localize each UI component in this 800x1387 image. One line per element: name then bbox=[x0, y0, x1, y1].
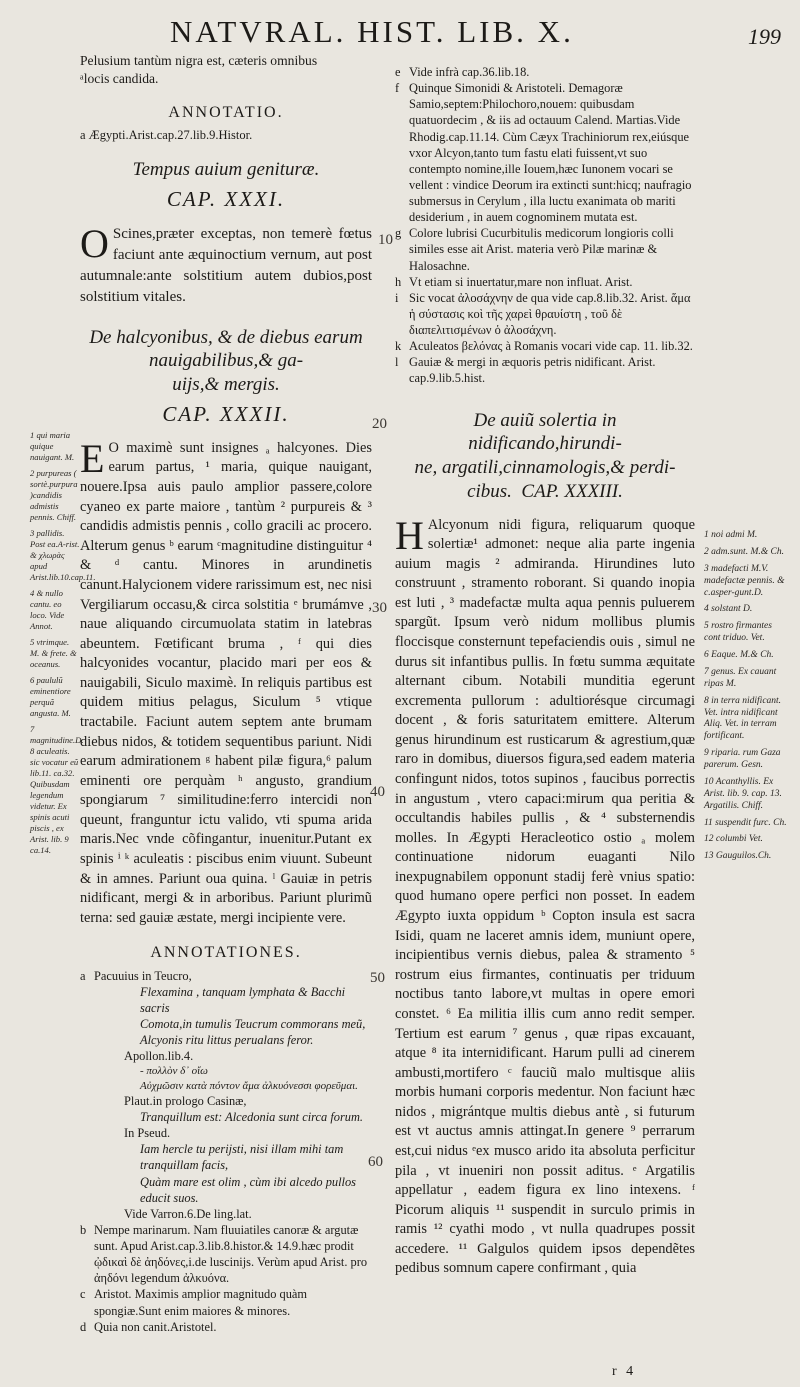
note-row bbox=[395, 80, 695, 225]
intro-line: ᵃlocis candida. bbox=[80, 71, 159, 87]
chapter-31-text: Scines,præter exceptas, non temerè fœtus faciunt ante æquinoctium vernum, aut post autumnale:ante solstitium autem dubios,post solstitium vitales. bbox=[80, 225, 372, 305]
left-column bbox=[80, 52, 372, 1335]
line-number: 30 bbox=[372, 600, 387, 616]
margin-note: 2 purpureas ( sortè.purpura )candidis admistis pennis. Chiff. bbox=[30, 468, 78, 522]
note-row bbox=[80, 1016, 372, 1032]
chapter-32-number: CAP. XXXII. bbox=[162, 401, 290, 426]
chapter-33-title-end bbox=[395, 480, 695, 504]
annotation-heading: ANNOTATIO. bbox=[168, 104, 284, 122]
margin-note: 12 columbi Vet. bbox=[704, 834, 763, 845]
chapter-33-title-line: ne, argatili,cinnamologis,& perdi- bbox=[414, 457, 676, 478]
line-number: 40 bbox=[370, 784, 385, 800]
note-letter: l bbox=[395, 355, 399, 370]
note-letter: i bbox=[395, 290, 399, 305]
note-row bbox=[80, 1079, 372, 1093]
margin-note: 6 Eaque. M.& Ch. bbox=[704, 650, 774, 660]
chapter-32-body bbox=[80, 435, 372, 928]
intro-line: Pelusium tantùm nigra est, cæteris omnibus bbox=[80, 53, 318, 68]
note-text: Nempe marinarum. Nam fluuiatiles canoræ & argutæ sunt. Apud Arist.cap.3.lib.8.histor.& 14.9.hæc prodit ᾠδικαὶ δὲ ἀηδόνες,i.de luscinijs. Verùm apud Arist. pro ἀηδόνι legendum ἀλκυόνα. bbox=[94, 1222, 368, 1286]
note-letter bbox=[80, 1016, 94, 1032]
note-text: Vide infrà cap.36.lib.18. bbox=[409, 65, 530, 79]
note-text: In Pseud. bbox=[124, 1126, 171, 1141]
note-letter bbox=[80, 1032, 94, 1048]
margin-note: 5 vtrimque. M. & frete. & oceanus. bbox=[30, 637, 77, 669]
note-row bbox=[80, 1032, 372, 1048]
margin-note: 10 Acanthyllis. Ex Arist. lib. 9. cap. 13. Argatilis. Chiff. bbox=[704, 776, 782, 811]
note-row bbox=[80, 1109, 372, 1125]
annotations-heading: ANNOTATIONES. bbox=[150, 944, 302, 962]
margin-note: 11 suspendit furc. Ch. bbox=[704, 817, 787, 828]
note-text: Gauiæ & mergi in æquoris petris nidificant. Arist. cap.9.lib.5.hist. bbox=[409, 355, 656, 386]
margin-note: 4 solstant D. bbox=[704, 604, 753, 615]
note-text: Aristot. Maximis amplior magnitudo quàm spongiæ.Sunt enim maiores & minores. bbox=[94, 1287, 308, 1318]
note-text: Quinque Simonidi & Aristoteli. Demagoræ Samio,septem:Philochoro,nouem: quibusdam quatuordecim , & iis ad octauum Calend. Martias.Vide Rhodig.cap.11.14. Cùm Cæyx Trachiniorum rex,eiúsque vxor Alcyon,tanto tum fastu elati fuissent,vt suo contempto nomine,ille Iouem,hæc Iunonem vocari se vellent : vindice Deorum ira extincti sunt:hicq; naufragio submersus in Cerylum , illa luctu exanimata ob mariti desiderium , in auem cognominem mutata est. bbox=[409, 81, 692, 225]
note-letter bbox=[80, 1174, 94, 1206]
line-number: 50 bbox=[370, 970, 385, 986]
left-notes bbox=[80, 968, 372, 1335]
margin-note: 1 noi admi M. bbox=[704, 530, 758, 540]
note-letter: e bbox=[395, 65, 401, 79]
note-text: Tranquillum est: Alcedonia sunt circa forum. bbox=[140, 1110, 364, 1125]
note-text: Vide Varron.6.De ling.lat. bbox=[124, 1206, 252, 1221]
margin-note: 9 riparia. rum Gaza parerum. Gesn. bbox=[704, 748, 781, 770]
right-margin-notes bbox=[704, 530, 788, 868]
chapter-32-title-line: De halcyonibus, & de diebus earum nauigabilibus,& ga- bbox=[89, 326, 363, 372]
note-letter: f bbox=[395, 81, 400, 96]
note-text: Colore lubrisi Cucurbitulis medicorum longioris colli similes esse ait Arist. materia verò Pilæ marinæ & Halosachne. bbox=[409, 226, 674, 273]
note-letter: k bbox=[395, 339, 402, 354]
right-column bbox=[395, 64, 695, 1279]
chapter-33-title-last: cibus. bbox=[467, 480, 512, 502]
note-text: Sic vocat ἀλοσάχνην de qua vide cap.8.lib.32. Arist. ἅμα ἡ σύστασις κοὶ τῆς χαρεὶ θραυίστη , τοῦ δὲ διαπελιτισμένων ὁ ἀλοσάχνη. bbox=[409, 290, 691, 337]
margin-note: 7 genus. Ex cauant ripas M. bbox=[704, 666, 777, 689]
note-row bbox=[395, 290, 695, 338]
note-text: Pacuuius in Teucro, bbox=[94, 968, 192, 983]
running-head: NATVRAL. HIST. LIB. X. bbox=[170, 14, 574, 49]
margin-note: 6 paululũ eminentiore perquã angusta. M. bbox=[30, 675, 71, 718]
margin-note: 13 Gauguilos.Ch. bbox=[704, 851, 772, 862]
drop-cap: E bbox=[80, 435, 105, 481]
margin-note: 1 qui maria quique nauigant. M. bbox=[30, 430, 75, 462]
note-letter: c bbox=[80, 1287, 86, 1302]
note-row bbox=[80, 1141, 372, 1173]
margin-note: 8 in terra nidificant. Vet. intra nidificant Aliq. Vet. in terram fortificant. bbox=[704, 695, 782, 742]
line-number: 20 bbox=[372, 416, 387, 432]
chapter-32-title bbox=[80, 326, 372, 397]
note-row bbox=[80, 968, 372, 984]
chapter-33-body bbox=[395, 512, 695, 1280]
chapter-33-text: Alcyonum nidi figura, reliquarum quoque solertiæ¹ admonet: neque alia parte ingenia auium magis ² admiranda. Hirundines luto construunt , stramento roborant. Si quando inopia est luti , ³ madefactæ multa aqua pennis puluerem spargũt. Ipsum verò nidum mollibus plumis floccisque consternunt tepefaciendis ouis , simul ne durus sit infantibus pullis. In fœtu summa æquitate alternant cibum. Notabili munditia egerunt excrementa pullorum : adultiorésque circumagi docent , & foris saturitatem emittere. Alterum genus hirundinum est rusticarum & agrestium,quæ raro in domibus, diuersos figura,sed eadem materia confingunt nidos, totos supinos , faucibus porrectis in angustum , vtero capaci:mirum qua peritia & occultandis habiles pullis , & ⁴ substernendis molles. In Ægypti Heracleotico ostio ₐ molem continuatione nidorum euaganti Nilo inexpugnabilem opponunt stadij ferè vnius spatio: quod humano opere perfici non posset. In eadem Ægypto iuxta oppidum ᵇ Copton insula est sacra Isidi, quam ne laceret amnis idem, muniunt opere, incipientibus vernis diebus, palea & stramento ⁵ rostrum eius firmantes, continuatis per triduum noctibus tanto labore,vt multas in opere emori constet. ⁶ Ea militia illis cum anno redit semper. Tertium est earum ⁷ genus , quæ ripas excauant, atque ⁸ ita internidificant. Harum pulli ad cinerem ambusti,mortifero ᶜ fauciũ malo multisque aliis morbis humani corporis medentur. Non faciunt hæc nidos , migrántque multis diebus antè , si futurum est vt auctus amnis attingat.In genere ⁹ perrarum est,cui nidus ᵉex musco arido ita absoluta perficitur pila , vt inueniri non possit aditus. ᵉ Argatilis appellatur , eadem figura ex lino intexens. ᶠ Picorum aliquis ¹¹ suspendit in surculo primis in ramis ¹² cyathi modo , vt nulla quadrupes possit accedere. ¹¹ Galgulos quidem ipsos dependẽtes pedibus somnum capere confirmant , quia bbox=[395, 516, 695, 1277]
note-text: Quia non canit.Aristotel. bbox=[94, 1319, 217, 1334]
margin-note: 4 & nullo cantu. eo loco. Vide Annot. bbox=[30, 588, 65, 631]
annotation-line: a Ægypti.Arist.cap.27.lib.9.Histor. bbox=[80, 128, 253, 143]
note-row bbox=[80, 1048, 372, 1064]
chapter-33-number: CAP. XXXIII. bbox=[521, 480, 623, 502]
note-text: Plaut.in prologo Casinæ, bbox=[124, 1093, 247, 1108]
margin-note: 3 madefacti M.V. madefactæ pennis. & c.asper-gunt.D. bbox=[704, 563, 785, 598]
note-row bbox=[80, 1222, 372, 1287]
chapter-32-text: O maximè sunt insignes ₐ halcyones. Dies earum partus, ¹ maria, quique nauigant, nouere.Ipsa auis paulo amplior passere,colore cyaneo ex parte maiore , tantùm ² purpureis & ³ candidis admistis pennis , collo gracili ac procero. Alterum genus ᵇ earum ᶜmagnitudine distinguitur ⁴ & ᵈ cantu. Minores in arundinetis canunt.Halycionem videre rarissimum est, nec nisi Vergiliarum occasu,& circa solstitia ᵉ brumámve , naue aliquando circumuolata statim in latebras abeuntem. Fœtificant bruma , ᶠ qui dies halcyonides vocantur, placido mari per eos & nauigabili, Siculo maximè. In reliquis partibus est quidem mitius pelagus, Siculum ⁵ vtique tractabile. Faciunt autem septem ante brumam diebus nidos, & totidem sequentibus pariunt. Nidi earum admirationem ᵍ habent pilæ figura,⁶ palum eminenti ore perquàm ʰ angusto, grandium spongiarum ⁷ similitudine:ferro intercidi non queunt, franguntur ictu valido, vti spuma arida maris.Nec vnde cõfingantur, inuenitur.Putant ex spinis ⁱ ᵏ aculeatis : piscibus enim viuunt. Subeunt & in amnes. Pariunt oua quina. ˡ Gauiæ in petris nidificant, mergi & in arboribus. Pariunt plurimũ terna: sed gauiæ æstate, mergi incipiente vere. bbox=[80, 439, 372, 926]
chapter-31-title: Tempus auium genituræ. bbox=[132, 159, 320, 181]
page-number: 199 bbox=[748, 24, 781, 49]
note-text: Vt etiam si inuertatur,mare non influat. Arist. bbox=[409, 274, 633, 289]
note-letter bbox=[80, 1048, 94, 1064]
note-text: Αὐχμῶσιν κατὰ πόντον ἄμα ἀλκυόνεσσι φορεῦμαι. bbox=[140, 1079, 358, 1092]
note-row bbox=[80, 1064, 372, 1078]
note-letter bbox=[80, 1125, 94, 1141]
note-row bbox=[80, 1093, 372, 1109]
line-number: 60 bbox=[368, 1154, 383, 1170]
note-letter: g bbox=[395, 226, 402, 241]
note-text: Quàm mare est olim , cùm ibi alcedo pullos educit suos. bbox=[140, 1174, 357, 1205]
chapter-31-number: CAP. XXXI. bbox=[166, 186, 286, 211]
note-letter: d bbox=[80, 1319, 87, 1334]
note-letter: h bbox=[395, 274, 402, 289]
margin-note: 7 magnitudine.D. 8 aculeatis. sic vocatur eũ lib.11. ca.32. Quibusdam legendum videtur. Ex spinis acuti piscis , ex Arist. lib. 9 ca.14. bbox=[30, 724, 84, 855]
note-letter: a bbox=[80, 968, 86, 983]
note-letter bbox=[80, 1079, 94, 1093]
note-text: Flexamina , tanquam lymphata & Bacchi sacris bbox=[140, 984, 346, 1015]
drop-cap: H bbox=[395, 512, 424, 558]
note-row bbox=[80, 984, 372, 1016]
margin-note: 5 rostro firmantes cont triduo. Vet. bbox=[704, 621, 772, 644]
note-text: - πολλὸν δ᾽ οἴω bbox=[140, 1065, 208, 1078]
note-text: Alcyonis ritu littus perualans feror. bbox=[140, 1033, 314, 1048]
signature-mark: r 4 bbox=[612, 1364, 637, 1379]
note-letter bbox=[80, 1093, 94, 1109]
right-notes bbox=[395, 64, 695, 387]
note-text: Apollon.lib.4. bbox=[124, 1049, 194, 1064]
note-row bbox=[80, 1206, 372, 1222]
left-margin-notes bbox=[30, 430, 96, 861]
note-letter bbox=[80, 1064, 94, 1078]
chapter-33-title bbox=[395, 409, 695, 504]
margin-note: 2 adm.sunt. M.& Ch. bbox=[704, 546, 784, 557]
margin-note: 3 pallidis. Post ea.A-rist. & χλωρὰς apud Arist.lib.10.cap.11. bbox=[30, 528, 96, 582]
chapter-32-title-line: uijs,& mergis. bbox=[172, 374, 280, 396]
note-row bbox=[395, 354, 695, 386]
note-row bbox=[80, 1125, 372, 1141]
note-row bbox=[80, 1319, 372, 1335]
note-row bbox=[80, 1286, 372, 1318]
note-letter bbox=[80, 984, 94, 1016]
note-letter bbox=[80, 1206, 94, 1222]
note-text: Aculeatos βελόνας à Romanis vocari vide cap. 11. lib.32. bbox=[409, 339, 693, 354]
note-text: Iam hercle tu perijsti, nisi illam mihi tam tranquillam facis, bbox=[140, 1142, 344, 1173]
note-row bbox=[395, 225, 695, 273]
note-letter bbox=[80, 1109, 94, 1125]
note-row bbox=[395, 64, 695, 80]
chapter-33-title-line: De auiũ solertia in nidificando,hirundi- bbox=[468, 409, 622, 455]
drop-cap: O bbox=[80, 220, 109, 266]
note-row bbox=[395, 338, 695, 354]
chapter-31-body bbox=[80, 220, 372, 308]
line-number: 10 bbox=[378, 232, 393, 248]
note-text: Comota,in tumulis Teucrum commorans meũ, bbox=[140, 1016, 366, 1031]
note-row bbox=[80, 1174, 372, 1206]
note-letter: b bbox=[80, 1222, 87, 1237]
note-row bbox=[395, 274, 695, 290]
note-letter bbox=[80, 1141, 94, 1173]
